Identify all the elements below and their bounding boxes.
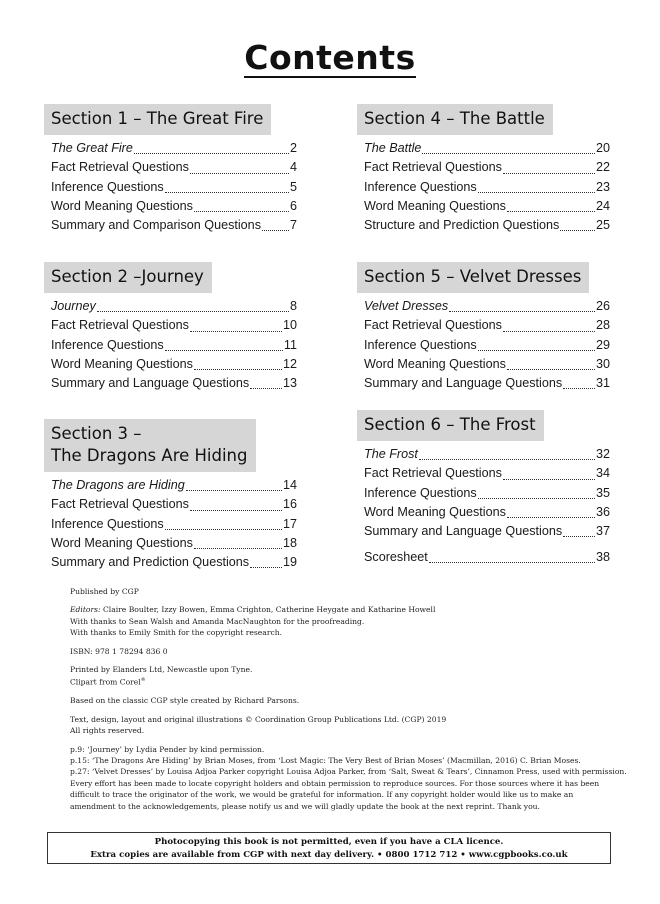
entry-label: Fact Retrieval Questions: [51, 497, 189, 512]
leader-dots: [165, 191, 289, 193]
toc-entry[interactable]: [364, 464, 610, 483]
section-heading: Section 4 – The Battle: [357, 104, 553, 135]
entry-page: 12: [282, 356, 297, 371]
leader-dots: [478, 349, 595, 351]
section-heading: Section 2 –Journey: [44, 262, 212, 293]
entry-page: 7: [289, 218, 297, 233]
entry-page: 28: [595, 318, 610, 333]
entry-label: Fact Retrieval Questions: [51, 318, 189, 333]
page-title: [0, 38, 660, 78]
notice-line: amendment to the acknowledgements, please notify us and we will gladly update the book at the next reprint. Thank you.: [70, 801, 540, 811]
entry-label: Inference Questions: [51, 179, 164, 194]
leader-dots: [419, 458, 595, 460]
entry-page: 4: [289, 160, 297, 175]
leader-dots: [507, 516, 595, 518]
entry-page: 26: [595, 299, 610, 313]
toc-entry[interactable]: [51, 515, 297, 534]
toc-entry[interactable]: [364, 216, 610, 235]
leader-dots: [194, 210, 289, 212]
section-1: [44, 104, 297, 235]
entry-page: 8: [289, 299, 297, 313]
leader-dots: [503, 172, 595, 174]
section-6: [357, 410, 610, 541]
toc-entry[interactable]: [364, 522, 610, 541]
entry-label: Journey: [51, 299, 96, 313]
leader-dots: [194, 547, 282, 549]
section-heading-line: The Dragons Are Hiding: [51, 446, 248, 465]
based-on: Based on the classic CGP style created by Richard Parsons.: [70, 696, 300, 706]
toc-entry[interactable]: [51, 178, 297, 197]
registered-mark: ®: [140, 677, 146, 684]
entry-page: 37: [595, 524, 610, 539]
section-3: [44, 419, 297, 572]
entry-label: Summary and Prediction Questions: [51, 555, 250, 570]
toc-entry[interactable]: [51, 534, 297, 553]
leader-dots: [507, 368, 595, 370]
credit-line: p.9: ‘Journey’ by Lydia Pender by kind permission.: [70, 744, 265, 754]
thanks-proofreading: With thanks to Sean Walsh and Amanda MacNaughton for the proofreading.: [70, 616, 365, 626]
credit-line: p.15: ‘The Dragons Are Hiding’ by Brian Moses, from ‘Lost Magic: The Very Best of Brian Moses’ (Macmillan, 2016) C. Brian Moses.: [70, 756, 581, 765]
isbn: ISBN: 978 1 78294 836 0: [70, 646, 168, 656]
entry-label: Inference Questions: [364, 337, 477, 352]
section-heading: Section 1 – The Great Fire: [44, 104, 271, 135]
imprint: [70, 586, 630, 812]
leader-dots: [563, 387, 595, 389]
printed-by: Printed by Elanders Ltd, Newcastle upon Tyne.: [70, 665, 253, 675]
entry-label: Fact Retrieval Questions: [51, 160, 189, 175]
leader-dots: [503, 330, 595, 332]
toc-entry[interactable]: [51, 355, 297, 374]
entry-label: Word Meaning Questions: [51, 535, 193, 550]
toc-entry[interactable]: [51, 336, 297, 355]
entry-label: Summary and Comparison Questions: [51, 218, 261, 233]
entry-page: 6: [289, 198, 297, 213]
entry-page: 25: [595, 218, 610, 233]
toc-entry[interactable]: [364, 297, 610, 316]
leader-dots: [250, 387, 282, 389]
section-5: [357, 262, 610, 393]
entry-page: 17: [282, 516, 297, 531]
extra-copies-notice: Extra copies are available from CGP with next day delivery. • 0800 1712 712 • www.cgpbooks.co.uk: [90, 850, 568, 860]
toc-entry[interactable]: [51, 374, 297, 393]
entry-page: 22: [595, 160, 610, 175]
entry-page: 2: [289, 141, 297, 155]
entry-label: The Great Fire: [51, 141, 133, 155]
toc-entry[interactable]: [51, 495, 297, 514]
entry-page: 24: [595, 198, 610, 213]
entry-label: The Battle: [364, 141, 422, 155]
leader-dots: [503, 478, 595, 480]
page-title-text: Contents: [244, 38, 416, 77]
toc-entry[interactable]: [364, 139, 610, 158]
leader-dots: [429, 561, 595, 563]
entry-page: 20: [595, 141, 610, 155]
entry-page: 31: [595, 376, 610, 391]
toc-entry[interactable]: [51, 216, 297, 235]
leader-dots: [190, 172, 289, 174]
section-4: [357, 104, 610, 235]
entry-label: Scoresheet: [364, 550, 428, 564]
clipart-text: Clipart from Corel: [70, 677, 141, 687]
entry-label: Inference Questions: [364, 485, 477, 500]
entry-page: 38: [595, 550, 610, 564]
entry-label: Fact Retrieval Questions: [364, 318, 502, 333]
entry-label: Summary and Language Questions: [364, 524, 563, 539]
entry-label: The Dragons are Hiding: [51, 478, 185, 492]
entry-page: 30: [595, 356, 610, 371]
toc-entry[interactable]: [364, 336, 610, 355]
notice-line: Every effort has been made to locate copyright holders and obtain permission to reproduce sources. For those sources where it has been: [70, 778, 600, 788]
entry-label: Word Meaning Questions: [364, 356, 506, 371]
entry-page: 10: [282, 318, 297, 333]
clipart-line: [70, 675, 630, 688]
entry-page: 23: [595, 179, 610, 194]
entry-label: Inference Questions: [51, 516, 164, 531]
entry-label: Summary and Language Questions: [364, 376, 563, 391]
entry-label: Word Meaning Questions: [51, 356, 193, 371]
leader-dots: [165, 349, 283, 351]
leader-dots: [563, 535, 595, 537]
photocopy-notice: Photocopying this book is not permitted, even if you have a CLA licence.: [154, 837, 504, 847]
entry-page: 13: [282, 376, 297, 391]
section-heading: Section 6 – The Frost: [357, 410, 544, 441]
leader-dots: [507, 210, 595, 212]
editors-label: Editors:: [70, 605, 101, 615]
entry-label: Word Meaning Questions: [364, 198, 506, 213]
entry-page: 29: [595, 337, 610, 352]
leader-dots: [560, 229, 595, 231]
toc-entry[interactable]: [364, 158, 610, 177]
entry-page: 11: [283, 337, 297, 352]
entry-label: Word Meaning Questions: [364, 504, 506, 519]
entry-label: Word Meaning Questions: [51, 198, 193, 213]
section-heading: [44, 419, 256, 472]
leader-dots: [190, 330, 282, 332]
copyright: Text, design, layout and original illustrations © Coordination Group Publications Ltd. (CGP) 2019: [70, 714, 447, 724]
toc-entry[interactable]: [51, 139, 297, 158]
toc-entry-scoresheet[interactable]: [364, 548, 610, 567]
section-2: [44, 262, 297, 393]
entry-label: Velvet Dresses: [364, 299, 449, 313]
published-by: Published by CGP: [70, 587, 139, 596]
entry-page: 19: [282, 555, 297, 570]
section-heading-line: Section 3 –: [51, 424, 142, 443]
toc-entry[interactable]: [364, 197, 610, 216]
thanks-copyright: With thanks to Emily Smith for the copyright research.: [70, 628, 283, 638]
entry-label: Inference Questions: [364, 179, 477, 194]
scoresheet-row: [357, 548, 610, 567]
leader-dots: [165, 528, 282, 530]
toc-entry[interactable]: [51, 316, 297, 335]
entry-page: 32: [595, 447, 610, 461]
toc-entry[interactable]: [51, 553, 297, 572]
leader-dots: [478, 191, 595, 193]
notice-line: difficult to trace the originator of the work, we would be grateful for information. If any copyright holder would like us to make an: [70, 790, 574, 800]
footer-notice: [47, 832, 611, 864]
leader-dots: [449, 310, 595, 312]
toc-entry[interactable]: [364, 316, 610, 335]
credit-line: p.27: ‘Velvet Dresses’ by Louisa Adjoa Parker copyright Louisa Adjoa Parker, from ‘Salt, Sweat & Tears’, Cinnamon Press, used with permission.: [70, 767, 627, 777]
toc-entry[interactable]: [51, 476, 297, 495]
editors-names: Claire Boulter, Izzy Bowen, Emma Crighton, Catherine Heygate and Katharine Howell: [100, 605, 436, 615]
rights: All rights reserved.: [70, 726, 145, 736]
entry-page: 36: [595, 504, 610, 519]
entry-label: Summary and Language Questions: [51, 376, 250, 391]
leader-dots: [97, 310, 289, 312]
toc-entry[interactable]: [51, 297, 297, 316]
leader-dots: [478, 497, 595, 499]
entry-page: 34: [595, 466, 610, 481]
entry-label: Fact Retrieval Questions: [364, 160, 502, 175]
toc-entry[interactable]: [51, 197, 297, 216]
toc-entry[interactable]: [364, 503, 610, 522]
toc-entry[interactable]: [51, 158, 297, 177]
editors-line: [70, 604, 630, 615]
leader-dots: [186, 489, 282, 491]
entry-page: 35: [595, 485, 610, 500]
toc-entry[interactable]: [364, 484, 610, 503]
entry-page: 18: [282, 535, 297, 550]
leader-dots: [250, 566, 282, 568]
leader-dots: [422, 152, 595, 154]
leader-dots: [134, 152, 289, 154]
entry-page: 16: [282, 497, 297, 512]
leader-dots: [190, 509, 282, 511]
section-heading: Section 5 – Velvet Dresses: [357, 262, 589, 293]
entry-page: 5: [289, 179, 297, 194]
toc-entry[interactable]: [364, 445, 610, 464]
toc-entry[interactable]: [364, 178, 610, 197]
toc-entry[interactable]: [364, 355, 610, 374]
leader-dots: [194, 368, 282, 370]
entry-label: Fact Retrieval Questions: [364, 466, 502, 481]
toc-entry[interactable]: [364, 374, 610, 393]
leader-dots: [262, 229, 289, 231]
entry-label: Structure and Prediction Questions: [364, 218, 560, 233]
entry-page: 14: [282, 478, 297, 492]
entry-label: Inference Questions: [51, 337, 164, 352]
entry-label: The Frost: [364, 447, 418, 461]
